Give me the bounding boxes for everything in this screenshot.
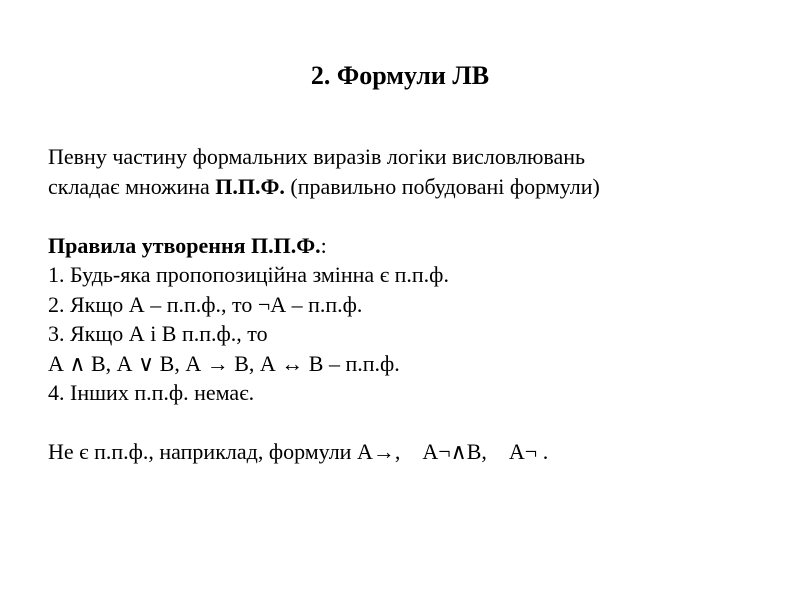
slide-title: 2. Формули ЛВ <box>310 61 490 90</box>
slide-body <box>48 142 768 467</box>
rule-3-formulas: А ∧ В, А ∨ В, А → В, А ↔ В – п.п.ф. <box>48 350 400 376</box>
rules-heading <box>48 231 768 261</box>
intro-line-2-prefix: складає множина <box>48 173 216 199</box>
intro-line-2 <box>48 172 768 202</box>
rule-4: 4. Інших п.п.ф. немає. <box>48 380 255 405</box>
rule-2: 2. Якщо А – п.п.ф., то ¬А – п.п.ф. <box>48 291 363 317</box>
blank-line <box>48 408 768 438</box>
intro-line-2-suffix: (правильно побудовані формули) <box>284 173 600 199</box>
blank-line <box>48 201 768 231</box>
example-line: Не є п.п.ф., наприклад, формули А→, А¬∧В, А¬ . <box>48 439 549 464</box>
ppf-term: П.П.Ф. <box>215 173 285 199</box>
rules-heading-text: Правила утворення П.П.Ф. <box>48 232 321 258</box>
intro-line-1: Певну частину формальних виразів логіки висловлювань <box>48 144 586 169</box>
rule-1: 1. Будь-яка пропопозиційна змінна є п.п.ф. <box>48 262 449 287</box>
rules-heading-colon: : <box>320 232 327 258</box>
rule-3: 3. Якщо А і В п.п.ф., то <box>48 321 268 346</box>
